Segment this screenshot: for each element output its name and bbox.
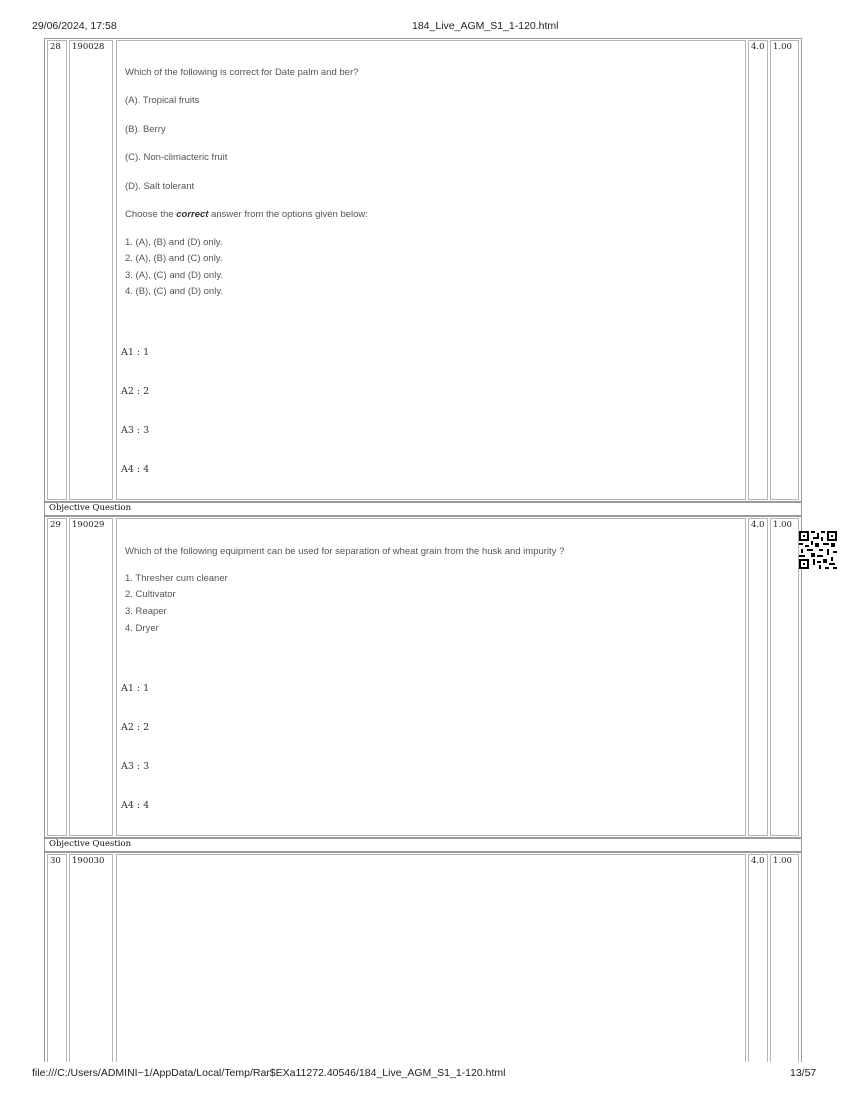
option-1: 1. (A), (B) and (D) only. xyxy=(125,237,223,248)
negative-marks: 1.00 xyxy=(770,40,799,500)
question-text: Which of the following equipment can be used for separation of wheat grain from the husk and impurity ? xyxy=(125,546,565,557)
option-3: 3. (A), (C) and (D) only. xyxy=(125,270,224,281)
option-4: 4. Dryer xyxy=(125,623,159,634)
serial-number: 28 xyxy=(47,40,67,500)
answer-3: A3 : 3 xyxy=(121,425,150,436)
answer-2: A2 : 2 xyxy=(121,386,150,397)
choose-instruction xyxy=(125,209,368,220)
question-body xyxy=(116,40,746,500)
answer-1: A1 : 1 xyxy=(121,347,150,358)
print-title: 184_Live_AGM_S1_1-120.html xyxy=(412,20,559,32)
negative-marks: 1.00 xyxy=(770,854,799,1062)
question-id: 190028 xyxy=(69,40,113,500)
serial-number: 29 xyxy=(47,518,67,836)
print-datetime: 29/06/2024, 17:58 xyxy=(32,20,117,32)
answer-4: A4 : 4 xyxy=(121,464,150,475)
question-id: 190029 xyxy=(69,518,113,836)
objective-question-label: Objective Question xyxy=(49,839,132,849)
option-4: 4. (B), (C) and (D) only. xyxy=(125,286,224,297)
question-text: Which of the following is correct for Date palm and ber? xyxy=(125,67,359,78)
negative-marks: 1.00 xyxy=(770,518,799,836)
answer-4: A4 : 4 xyxy=(121,800,150,811)
answer-2: A2 : 2 xyxy=(121,722,150,733)
answer-3: A3 : 3 xyxy=(121,761,150,772)
option-2: 2. (A), (B) and (C) only. xyxy=(125,253,223,264)
statement-b: (B). Berry xyxy=(125,124,166,135)
statement-c: (C). Non-climacteric fruit xyxy=(125,152,228,163)
choose-suffix: answer from the options given below: xyxy=(208,209,368,220)
option-1: 1. Thresher cum cleaner xyxy=(125,573,228,584)
question-id: 190030 xyxy=(69,854,113,1062)
choose-prefix: Choose the xyxy=(125,209,177,220)
objective-question-label: Objective Question xyxy=(49,503,132,513)
choose-bold: correct xyxy=(176,209,209,220)
page-number: 13/57 xyxy=(790,1067,817,1079)
question-body xyxy=(116,518,746,836)
option-2: 2. Cultivator xyxy=(125,589,176,600)
statement-a: (A). Tropical fruits xyxy=(125,95,200,106)
marks: 4.0 xyxy=(748,518,768,836)
marks: 4.0 xyxy=(748,854,768,1062)
serial-number: 30 xyxy=(47,854,67,1062)
section-row-30 xyxy=(44,838,802,852)
answer-1: A1 : 1 xyxy=(121,683,150,694)
question-body xyxy=(116,854,746,1062)
file-path: file:///C:/Users/ADMINI~1/AppData/Local/Temp/Rar$EXa11272.40546/184_Live_AGM_S1_1-120.html xyxy=(32,1067,506,1079)
marks: 4.0 xyxy=(748,40,768,500)
qr-code-icon xyxy=(799,531,837,569)
option-3: 3. Reaper xyxy=(125,606,167,617)
statement-d: (D). Salt tolerant xyxy=(125,181,195,192)
section-row-29 xyxy=(44,502,802,516)
